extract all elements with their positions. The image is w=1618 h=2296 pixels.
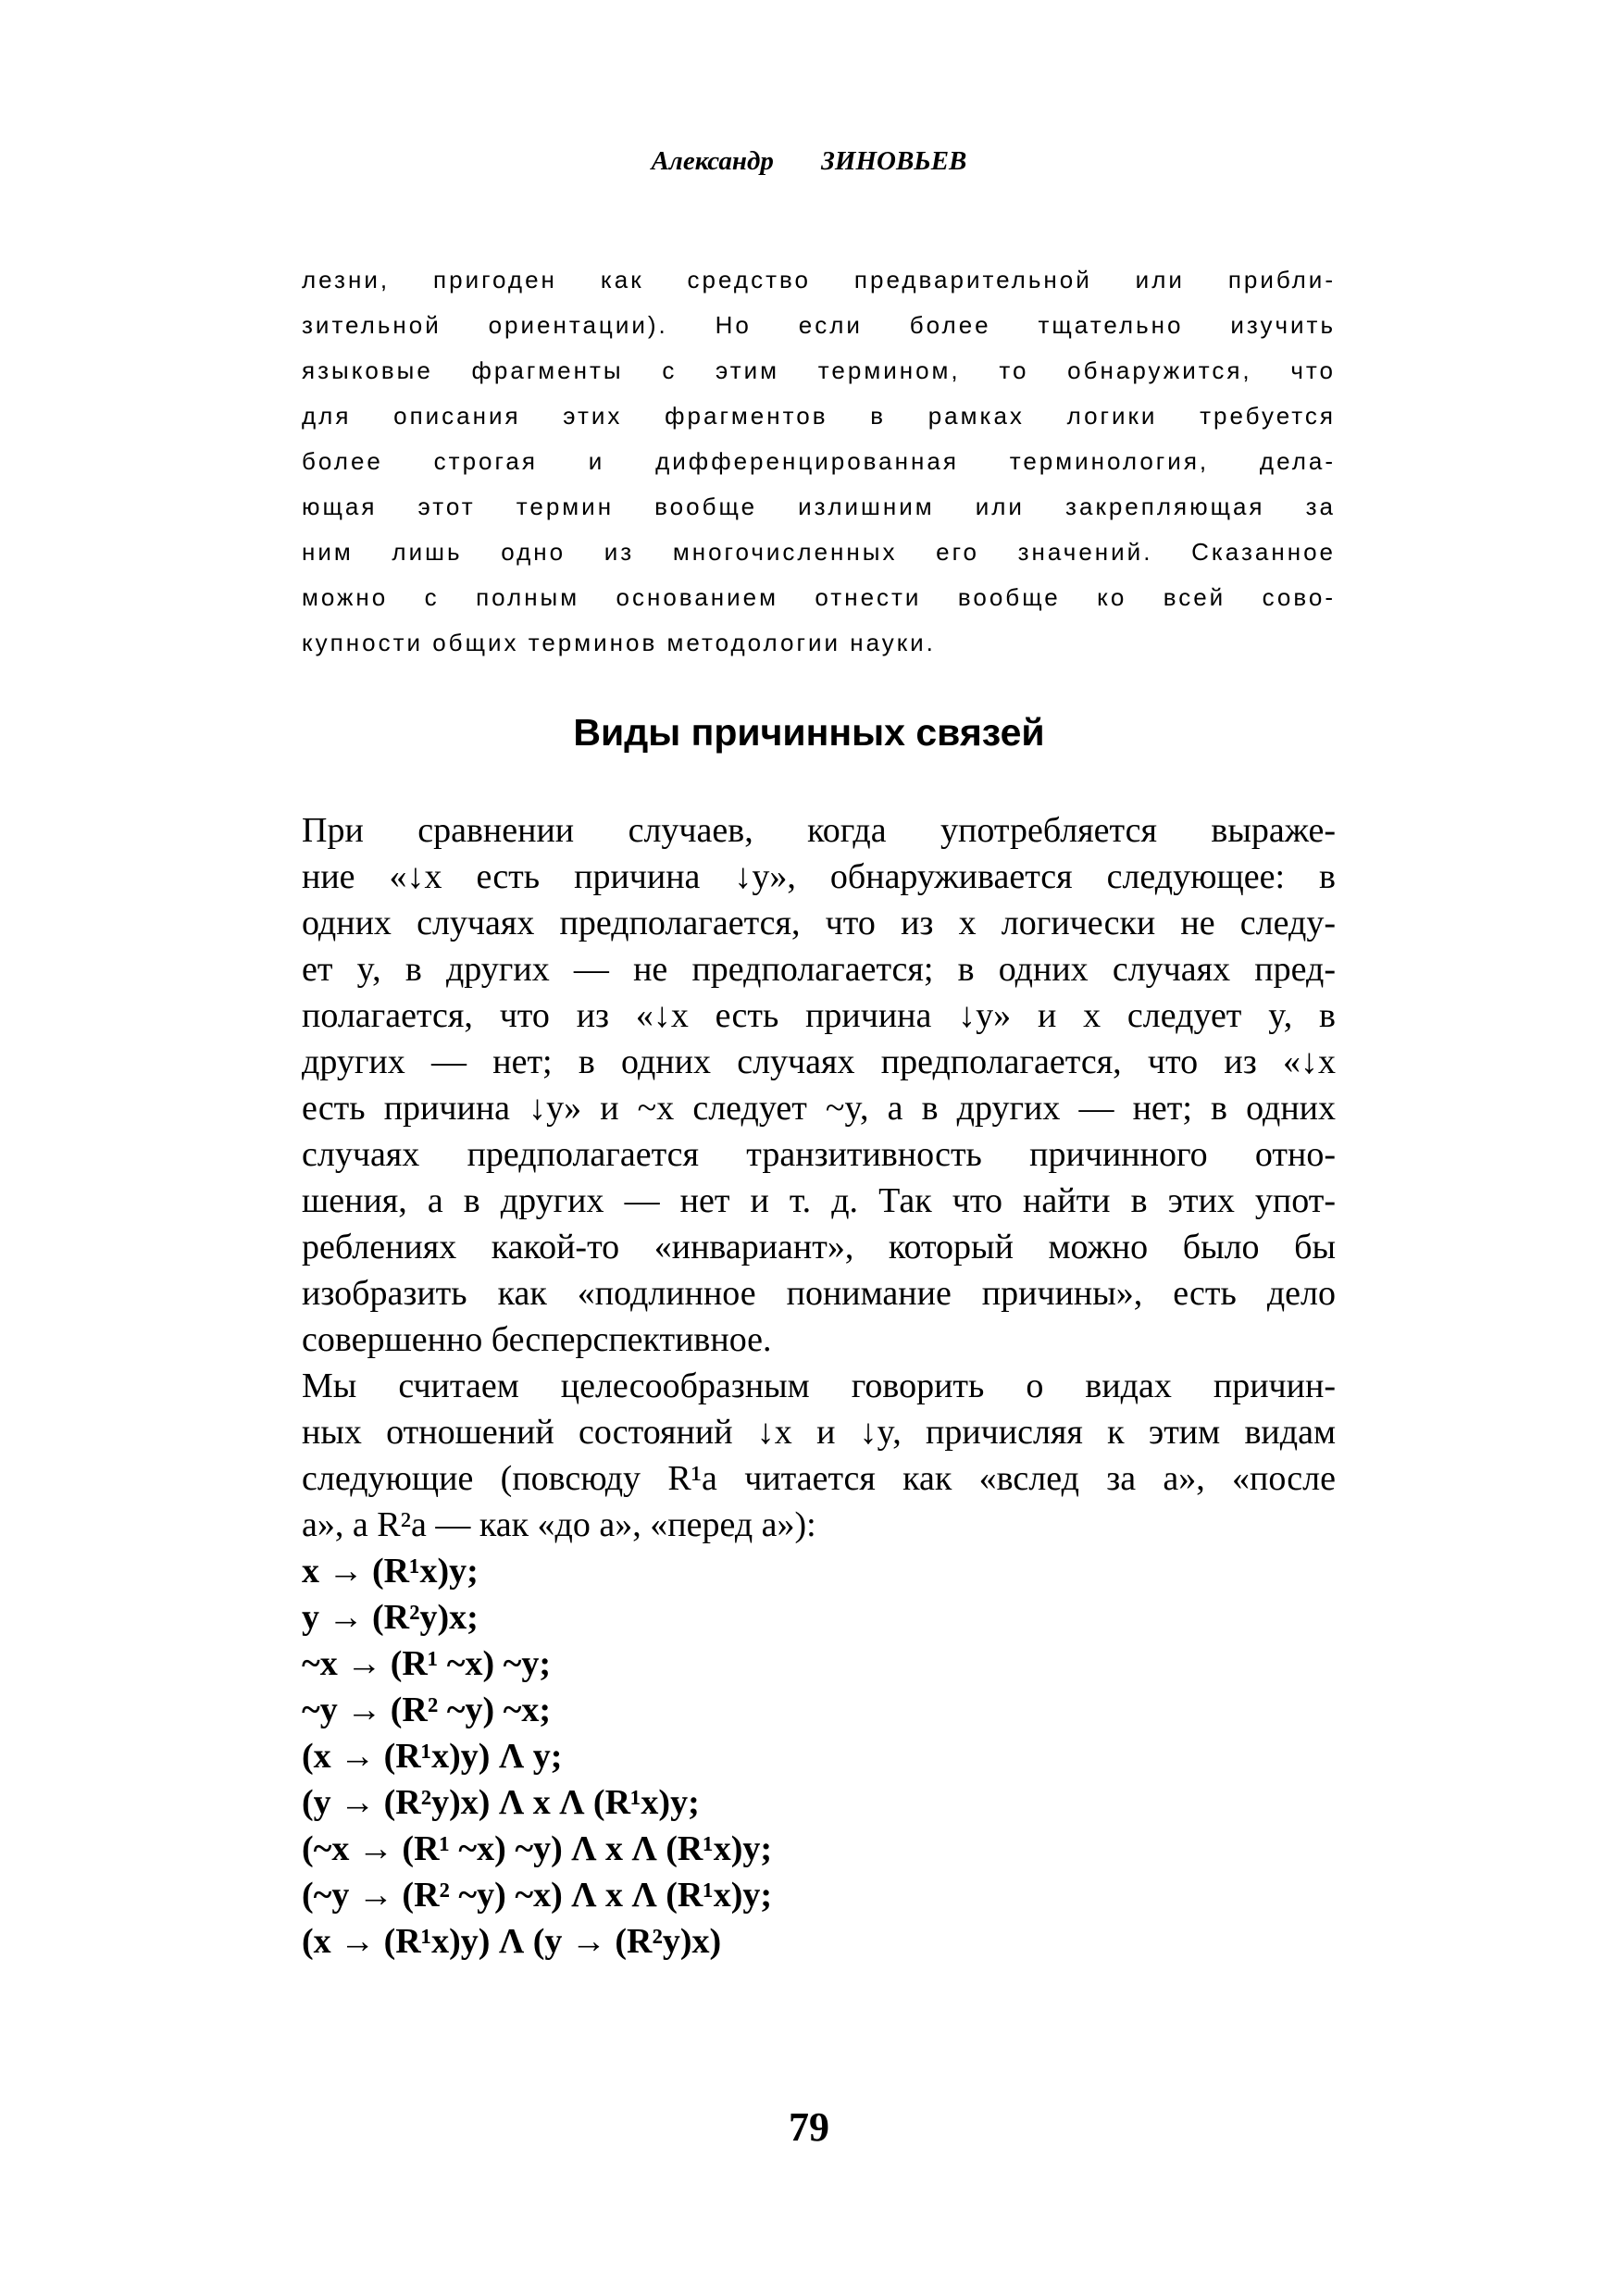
intro-paragraph xyxy=(302,257,1336,666)
intro-line: ним лишь одно из многочисленных его значений. Сказанное xyxy=(302,538,1336,566)
paragraph-1-line: ние «↓x есть причина ↓y», обнаруживается следующее: в xyxy=(302,857,1336,896)
formula: x → (R¹x)y; xyxy=(302,1552,479,1591)
author-first-name: Александр xyxy=(651,146,774,176)
paragraph-2-line: ных отношений состояний ↓x и ↓y, причисляя к этим видам xyxy=(302,1413,1336,1452)
paragraph-1-line: полагается, что из «↓x есть причина ↓y» и x следует y, в xyxy=(302,996,1336,1035)
paragraph-2-line: a», а R²a — как «до a», «перед a»): xyxy=(302,1505,816,1544)
paragraph-2-line: Мы считаем целесообразным говорить о видах причин- xyxy=(302,1366,1336,1405)
main-text-flow xyxy=(302,807,1336,1965)
intro-line: купности общих терминов методологии науки. xyxy=(302,629,936,656)
paragraph-1-line: совершенно бесперспективное. xyxy=(302,1320,772,1359)
paragraph-1-line: шения, а в других — нет и т. д. Так что найти в этих упот- xyxy=(302,1181,1336,1220)
paragraph-1-line: есть причина ↓y» и ~x следует ~y, а в других — нет; в одних xyxy=(302,1089,1336,1128)
formula: (~x → (R¹ ~x) ~y) Λ x Λ (R¹x)y; xyxy=(302,1829,773,1868)
page-number: 79 xyxy=(789,2104,829,2150)
paragraph-1-line: случаях предполагается транзитивность причинного отно- xyxy=(302,1135,1336,1174)
intro-line: лезни, пригоден как средство предварительной или прибли- xyxy=(302,266,1336,293)
intro-line: можно с полным основанием отнести вообще ко всей сово- xyxy=(302,583,1336,611)
section-title: Виды причинных связей xyxy=(573,711,1045,754)
intro-line: ющая этот термин вообще излишним или закрепляющая за xyxy=(302,493,1336,520)
intro-line: более строгая и дифференцированная терминология, дела- xyxy=(302,447,1336,475)
paragraph-1-line: изобразить как «подлинное понимание причины», есть дело xyxy=(302,1274,1336,1313)
paragraph-1-line: других — нет; в одних случаях предполагается, что из «↓x xyxy=(302,1042,1336,1081)
running-header xyxy=(0,146,1618,177)
formula: (x → (R¹x)y) Λ y; xyxy=(302,1737,563,1776)
formula: y → (R²y)x; xyxy=(302,1598,479,1637)
formula: (x → (R¹x)y) Λ (y → (R²y)x) xyxy=(302,1922,722,1961)
intro-line: для описания этих фрагментов в рамках логики требуется xyxy=(302,402,1336,430)
body-text xyxy=(302,807,1336,1548)
intro-line: зительной ориентации). Но если более тщательно изучить xyxy=(302,311,1336,339)
formula: ~x → (R¹ ~x) ~y; xyxy=(302,1644,552,1683)
paragraph-1-line: одних случаях предполагается, что из x логически не следу- xyxy=(302,904,1336,942)
paragraph-1-line: реблениях какой-то «инвариант», который можно было бы xyxy=(302,1228,1336,1267)
formula: (~y → (R² ~y) ~x) Λ x Λ (R¹x)y; xyxy=(302,1876,773,1915)
intro-line: языковые фрагменты с этим термином, то обнаружится, что xyxy=(302,356,1336,384)
paragraph-2-line: следующие (повсюду R¹a читается как «вслед за a», «после xyxy=(302,1459,1336,1498)
author-last-name: ЗИНОВЬЕВ xyxy=(821,146,967,176)
formula: ~y → (R² ~y) ~x; xyxy=(302,1691,552,1729)
paragraph-1-line: При сравнении случаев, когда употребляется выраже- xyxy=(302,811,1336,850)
paragraph-1-line: ет y, в других — не предполагается; в одних случаях пред- xyxy=(302,950,1336,989)
formula-list xyxy=(302,1548,1336,1965)
formula: (y → (R²y)x) Λ x Λ (R¹x)y; xyxy=(302,1783,700,1822)
